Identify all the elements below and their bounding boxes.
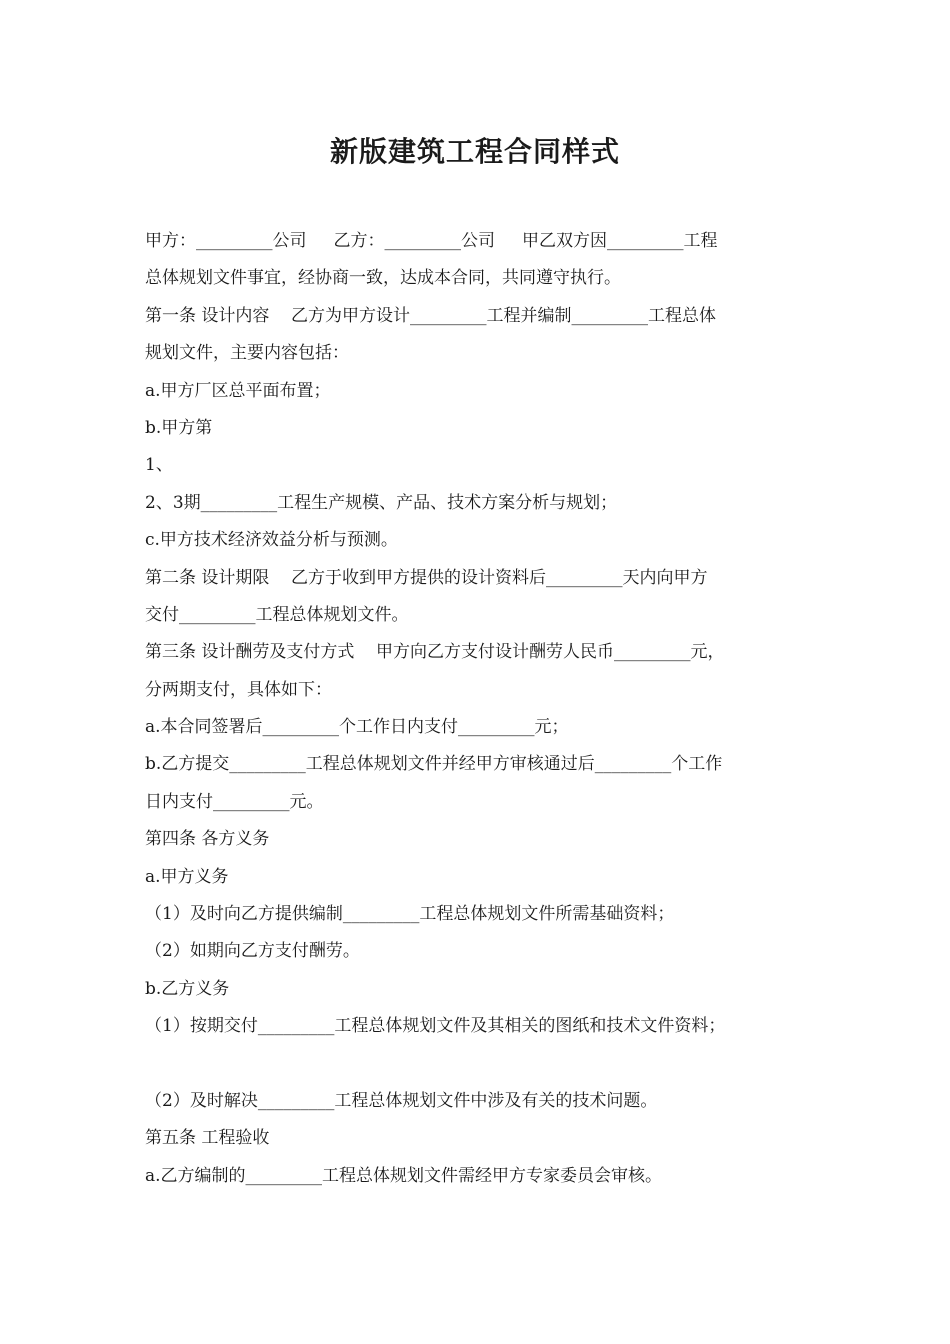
text-line-8: 2、3期_________工程生产规模、产品、技术方案分析与规划； (145, 492, 618, 513)
text-line-16: 日内支付_________元。 (145, 791, 324, 812)
text-line-17: 第四条 各方义务 (145, 829, 270, 850)
text-line-19: （1）及时向乙方提供编制_________工程总体规划文件所需基础资料； (145, 904, 675, 925)
text-line-15: b.乙方提交_________工程总体规划文件并经甲方审核通过后_________个工作 (145, 754, 723, 775)
contract-body (145, 223, 811, 1195)
text-line-10: 第二条 设计期限 乙方于收到甲方提供的设计资料后_________天内向甲方 (145, 567, 708, 588)
text-line-5: a.甲方厂区总平面布置； (145, 380, 331, 401)
text-line-24: 第五条 工程验收 (145, 1128, 270, 1149)
text-line-9: c.甲方技术经济效益分析与预测。 (145, 530, 398, 551)
text-line-12: 第三条 设计酬劳及支付方式 甲方向乙方支付设计酬劳人民币_________元， (145, 642, 725, 663)
document-title: 新版建筑工程合同样式 (329, 135, 620, 168)
text-line-4: 规划文件，主要内容包括： (145, 343, 349, 364)
text-line-23: （2）及时解决_________工程总体规划文件中涉及有关的技术问题。 (145, 1090, 658, 1111)
text-line-11: 交付_________工程总体规划文件。 (145, 604, 409, 625)
text-line-7: 1、 (145, 455, 173, 476)
text-line-13: 分两期支付，具体如下： (145, 679, 332, 700)
text-line-21: b.乙方义务 (145, 978, 230, 999)
text-line-22: （1）按期交付_________工程总体规划文件及其相关的图纸和技术文件资料； (145, 1016, 726, 1037)
text-line-18: a.甲方义务 (145, 866, 229, 887)
blank-line (145, 1046, 811, 1083)
text-line-20: （2）如期向乙方支付酬劳。 (145, 941, 360, 962)
text-line-25: a.乙方编制的_________工程总体规划文件需经甲方专家委员会审核。 (145, 1165, 663, 1186)
text-line-3: 第一条 设计内容 乙方为甲方设计_________工程并编制_________工程总体 (145, 305, 717, 326)
text-line-1: 甲方：_________公司 乙方：_________公司 甲乙双方因_________工程 (145, 231, 718, 251)
text-line-2: 总体规划文件事宜，经协商一致，达成本合同，共同遵守执行。 (145, 268, 621, 289)
text-line-6: b.甲方第 (145, 417, 213, 438)
text-line-14: a.本合同签署后_________个工作日内支付_________元； (145, 717, 569, 738)
